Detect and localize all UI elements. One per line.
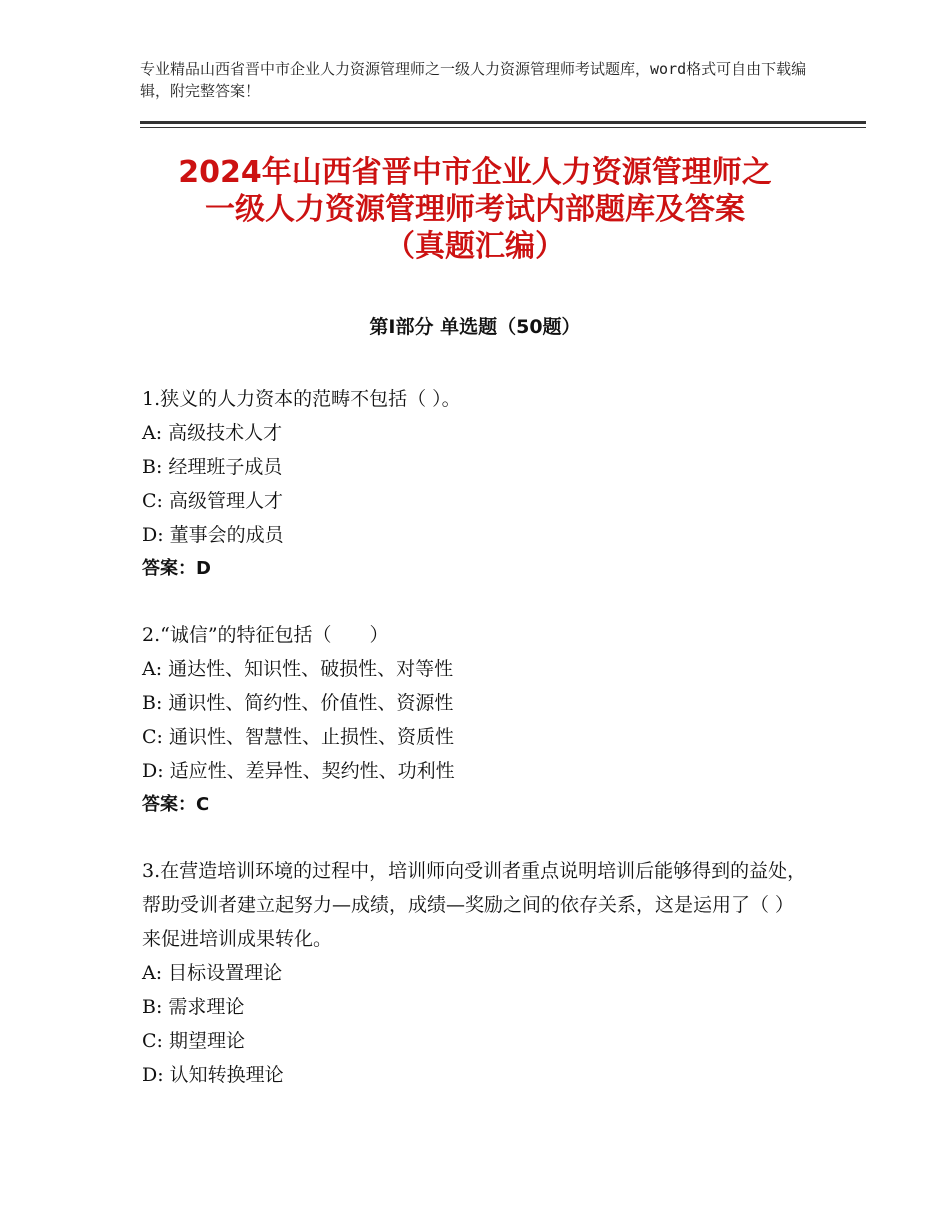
option-a: A: 目标设置理论 <box>142 962 283 984</box>
question-text: 1.狭义的人力资本的范畴不包括（ ）。 <box>142 388 461 410</box>
option-b: B: 需求理论 <box>142 996 245 1018</box>
option-a: A: 通达性、知识性、破损性、对等性 <box>142 658 454 680</box>
question-item <box>142 854 812 1092</box>
section-title: 第Ⅰ部分 单选题（50题） <box>369 316 581 338</box>
answer-label: 答案：C <box>142 794 210 815</box>
option-c: C: 通识性、智慧性、止损性、资质性 <box>142 726 454 748</box>
document-title <box>80 154 870 265</box>
option-b: B: 通识性、简约性、价值性、资源性 <box>142 692 454 714</box>
option-d: D: 适应性、差异性、契约性、功利性 <box>142 760 455 782</box>
header-rule-thick <box>140 121 866 124</box>
question-text: 3.在营造培训环境的过程中，培训师向受训者重点说明培训后能够得到的益处，帮助受训者建立起努力—成绩，成绩—奖励之间的依存关系，这是运用了（ ）来促进培训成果转化。 <box>142 860 807 950</box>
question-item <box>142 618 812 822</box>
question-list <box>142 382 812 1124</box>
option-c: C: 高级管理人才 <box>142 490 283 512</box>
option-d: D: 董事会的成员 <box>142 524 284 546</box>
question-text: 2.“诚信”的特征包括（ ） <box>142 624 389 646</box>
title-line: 一级人力资源管理师考试内部题库及答案 <box>205 192 745 227</box>
option-a: A: 高级技术人才 <box>142 422 283 444</box>
header-note: 专业精品山西省晋中市企业人力资源管理师之一级人力资源管理师考试题库，word格式可自由下载编辑，附完整答案！ <box>140 60 807 100</box>
option-b: B: 经理班子成员 <box>142 456 283 478</box>
title-line: （真题汇编） <box>385 229 565 264</box>
option-d: D: 认知转换理论 <box>142 1064 284 1086</box>
title-line: 2024年山西省晋中市企业人力资源管理师之 <box>178 155 772 190</box>
option-c: C: 期望理论 <box>142 1030 245 1052</box>
question-item <box>142 382 812 586</box>
answer-label: 答案：D <box>142 558 211 579</box>
header-rule-thin <box>140 127 866 128</box>
